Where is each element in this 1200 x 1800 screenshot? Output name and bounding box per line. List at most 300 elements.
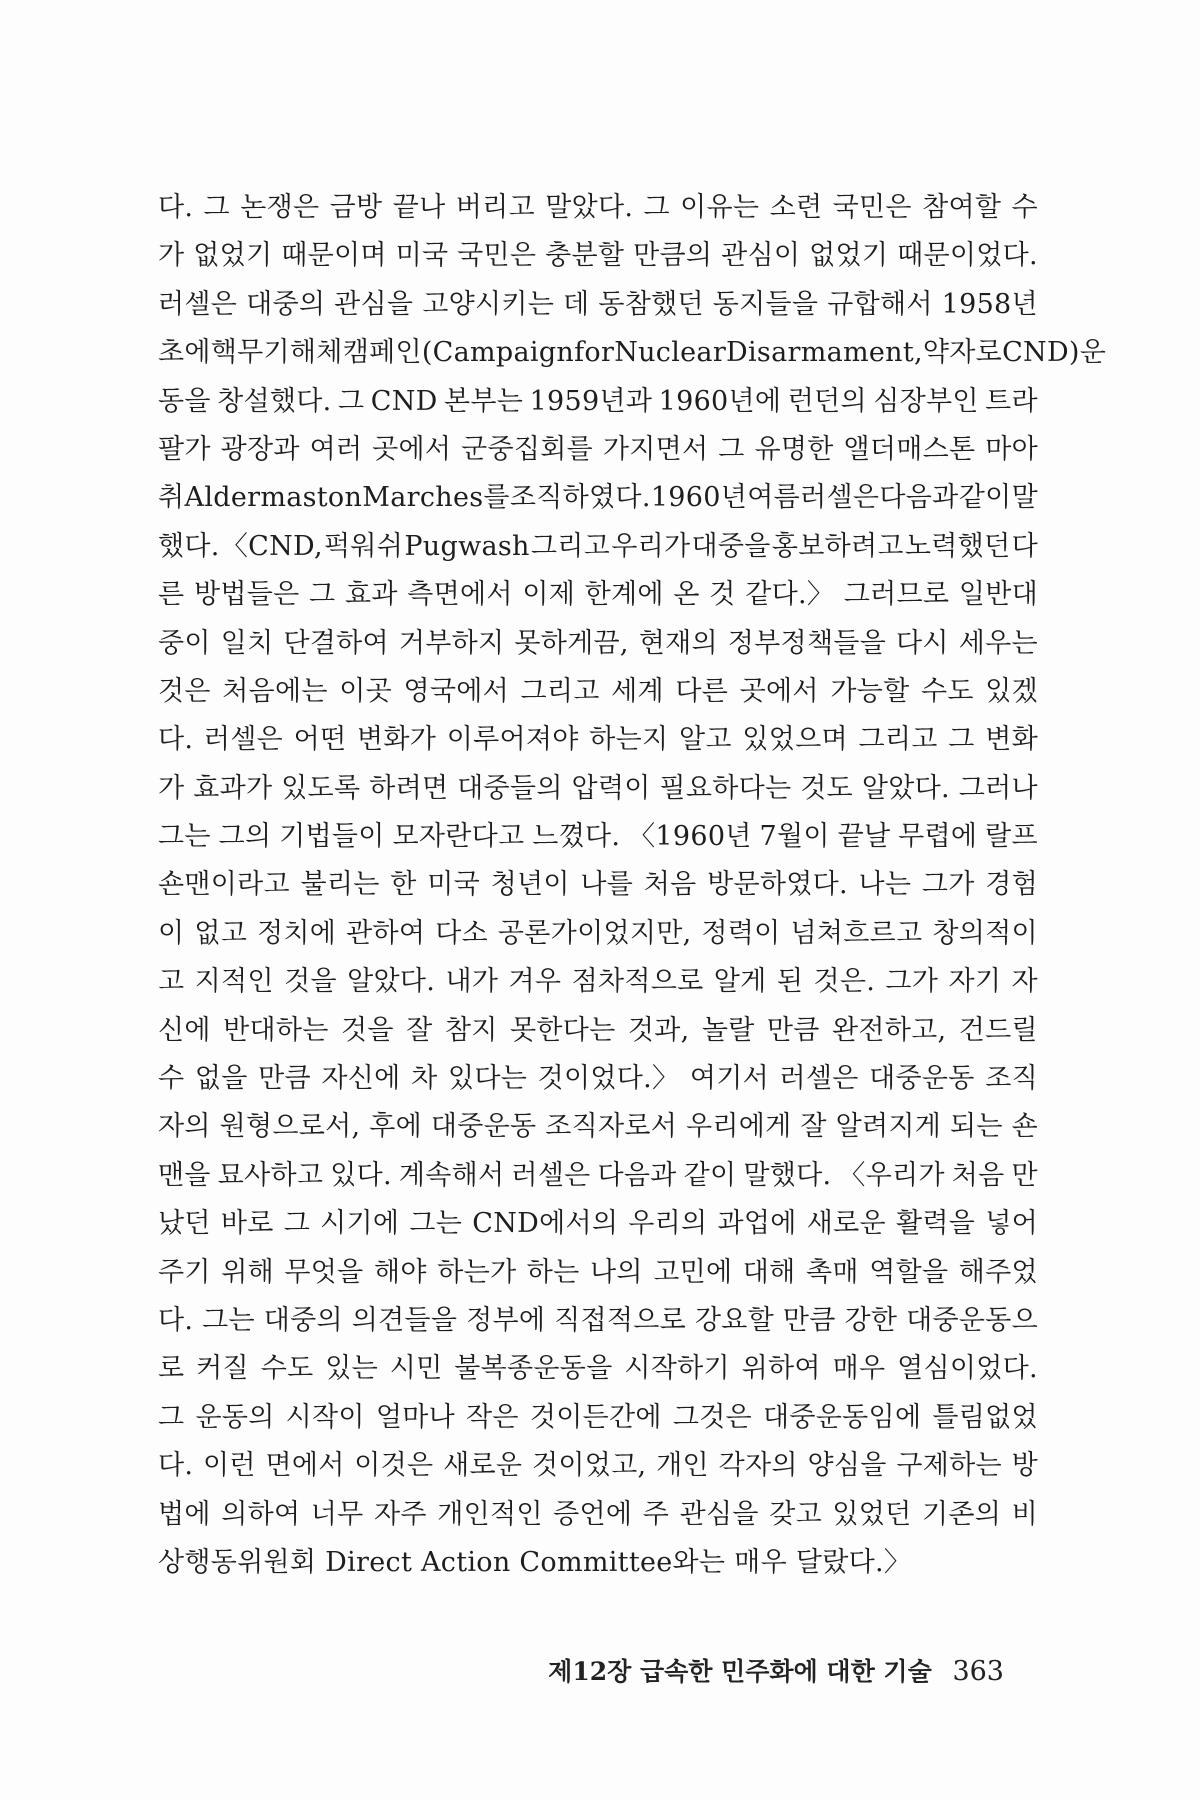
word: 있었으며 [742, 724, 848, 756]
word: 것이었다.〉 [537, 1063, 680, 1095]
text-line [158, 1539, 1038, 1587]
word: 다 [1011, 530, 1038, 562]
word: 강한 [844, 1304, 898, 1336]
word: 국민은 [832, 192, 912, 223]
word: 곳에서 [739, 675, 819, 707]
word: 관심을 [679, 1498, 759, 1530]
word: 광장과 [220, 433, 300, 465]
word: CND에서의 [472, 1208, 619, 1240]
word: 위해 [221, 1256, 274, 1288]
word: 정치에 [257, 917, 337, 949]
word: 과업에 [717, 1208, 797, 1240]
page-number: 363 [952, 1656, 1004, 1687]
text-line [158, 523, 1038, 571]
word: 측면에서 [407, 579, 513, 611]
word: 단결하여 [283, 627, 389, 659]
word: 것을 [284, 966, 337, 998]
word: 다음과 [879, 482, 959, 514]
word: 관심을 [334, 288, 414, 320]
word: 자기 [948, 966, 1002, 998]
word: 개인적인 [437, 1498, 543, 1530]
word: 그러나 [958, 772, 1038, 804]
word: 대중운동임에 [763, 1401, 922, 1433]
word: 운동의 [195, 1401, 275, 1433]
word: 후에 [369, 1111, 423, 1143]
word: 해야 [374, 1256, 427, 1288]
word: 그 [309, 579, 336, 611]
word: 잘 [800, 1111, 827, 1143]
word: 다. [158, 1450, 194, 1482]
word: Pugwash [404, 530, 530, 562]
word: 끝나 [392, 192, 446, 223]
word: 그의 [218, 821, 272, 853]
word: 너무 [310, 1498, 364, 1530]
word: 역할을 [869, 1256, 949, 1288]
text-line [158, 426, 1038, 474]
word: 영국에서 [403, 675, 510, 707]
word: 대중의 [263, 1304, 343, 1336]
word: Disarmament, [726, 337, 923, 369]
word: 의하여 [221, 1498, 301, 1530]
word: 구제하는 [896, 1450, 1002, 1482]
word: 숀 [1011, 1111, 1038, 1143]
text-line [158, 232, 1038, 280]
text-line [158, 281, 1038, 329]
text-line [158, 1491, 1038, 1539]
word: 매우 [832, 1353, 886, 1385]
text-line [158, 1103, 1038, 1151]
word: 만큼의 [633, 240, 713, 272]
word: 기법들이 [279, 821, 385, 853]
word: 효과가 [193, 772, 273, 804]
text-line [158, 620, 1038, 668]
word: 것이었고, [532, 1450, 647, 1482]
word: 세계 [611, 675, 664, 707]
word: 고민에 [653, 1256, 733, 1288]
word: 알았다. [861, 772, 950, 804]
word: 약자로 [922, 337, 1003, 369]
word: 직접적으로 [554, 1304, 687, 1336]
word: 그는 [202, 1304, 255, 1336]
word: 고양시키는 [422, 288, 555, 320]
word: 핵무기 [210, 337, 290, 369]
word: 여름 [747, 482, 801, 514]
word: 만큼 [782, 1304, 836, 1336]
word: 면에서 [265, 1450, 345, 1482]
word: 가지면서 [602, 433, 709, 465]
word: 새로운 [806, 1208, 886, 1240]
word: 트라 [985, 385, 1038, 417]
word: 대중의 [246, 288, 326, 320]
word: 러셀은 [158, 288, 238, 320]
word: 나는 [858, 869, 912, 901]
body-text [158, 184, 1107, 1587]
word: 우리가 [611, 530, 691, 562]
word: 양심을 [807, 1450, 887, 1482]
word: 이 [158, 917, 185, 949]
word: 러셀은 [800, 482, 880, 514]
word: 한계에 [584, 579, 664, 611]
word: 1959년과 [529, 385, 653, 417]
word: 하려면 [369, 772, 449, 804]
word: 다음과 [597, 1159, 677, 1191]
word: 변화 [985, 724, 1038, 756]
word: 차 [411, 1063, 438, 1095]
word: 넣어 [985, 1208, 1038, 1240]
word: 주 [642, 1498, 670, 1530]
word: 알고 [678, 724, 732, 756]
word: 필요하다는 [659, 772, 792, 804]
running-footer [548, 1652, 1004, 1688]
word: 없고 [194, 917, 248, 949]
word: 청년이 [490, 869, 570, 901]
text-line [158, 329, 1107, 377]
word: 말했다. [743, 1159, 832, 1191]
word: 같이 [683, 1159, 737, 1191]
text-line [158, 1442, 1038, 1490]
word: 조직자로서 [545, 1111, 678, 1143]
chapter-title: 제12장 급속한 민주화에 대한 기술 [548, 1657, 932, 1686]
word: 없을 [194, 1063, 248, 1095]
word: 논쟁은 [240, 192, 320, 223]
word: 있다. [330, 1159, 392, 1191]
word: 팔가 [158, 433, 211, 465]
word: 금방 [329, 192, 383, 223]
text-line [158, 1200, 1038, 1248]
word: 동지들을 [712, 288, 819, 320]
word: 그 [283, 1208, 311, 1240]
word: 참지 [444, 1014, 498, 1046]
word: 못하게끔, [514, 627, 629, 659]
word: 없었기 [193, 240, 273, 272]
word: 동참했던 [598, 288, 704, 320]
word: Nuclear [614, 337, 727, 369]
text-line [158, 1152, 1038, 1200]
word: 났던 [158, 1208, 211, 1240]
text-line [158, 1055, 1038, 1103]
word: Aldermaston [184, 482, 363, 514]
word: 말 [1011, 482, 1038, 514]
word: 앨더매스톤 [843, 433, 976, 465]
word: 퍽워쉬 [324, 530, 404, 562]
word: 지적인 [194, 966, 274, 998]
word: 대중운동 [430, 1111, 537, 1143]
word: 〈우리가 [838, 1159, 945, 1191]
word: 이곳 [339, 675, 393, 707]
word: 온 [673, 579, 700, 611]
word: 자주 [374, 1498, 427, 1530]
text-line [158, 1007, 1038, 1055]
word: 내가 [445, 966, 499, 998]
word: 규합해서 [827, 288, 933, 320]
word: 그는 [409, 1208, 463, 1240]
word: 가 [158, 772, 185, 804]
word: 초에 [158, 337, 211, 369]
word: 만 [1011, 1159, 1038, 1191]
word: 못한다는 [509, 1014, 616, 1046]
word: 놀랄 [701, 1014, 755, 1046]
word: 틀림없었 [932, 1401, 1038, 1433]
word: 나를 [580, 869, 634, 901]
word: 1960년에 [658, 385, 782, 417]
word: 각자의 [718, 1450, 798, 1482]
text-line [158, 474, 1038, 522]
word: 시작하기 [624, 1353, 730, 1385]
word: 1958년 [941, 288, 1038, 320]
word: 알려지게 [835, 1111, 942, 1143]
word: 자신에 [321, 1063, 401, 1095]
word: 다. [158, 1304, 194, 1336]
word: 비 [1011, 1498, 1038, 1530]
word: 여러 [309, 433, 363, 465]
word: 같이 [958, 482, 1012, 514]
word: 것도 [800, 772, 854, 804]
word: 러셀은 [511, 1159, 591, 1191]
word: 그는 [158, 821, 211, 853]
word: 참여할 [922, 192, 1002, 223]
word: 것은. [813, 966, 876, 998]
word: 버리고 [455, 192, 535, 223]
word: 〈CND, [220, 530, 323, 562]
word: 그 [203, 192, 230, 223]
word: 하는지 [589, 724, 669, 756]
word: 유명한 [754, 433, 834, 465]
word: 본부는 [443, 385, 524, 417]
word: 자 [1011, 966, 1038, 998]
word: 것 [709, 579, 736, 611]
word: 법에 [158, 1498, 211, 1530]
word: 하는가 [437, 1256, 517, 1288]
word: 홍보하려고 [771, 530, 904, 562]
text-line [158, 1297, 1038, 1345]
word: 완전하고, [832, 1014, 947, 1046]
word: 일치 [220, 627, 274, 659]
word: 다소 [435, 917, 488, 949]
text-line [158, 571, 1038, 619]
word: 의견들을 [351, 1304, 458, 1336]
word: 정력이 [701, 917, 781, 949]
text-line [158, 813, 1038, 861]
word: 중이 [158, 627, 211, 659]
word: 정부정책들을 [727, 627, 887, 659]
word: 무렵에 [898, 821, 978, 853]
word: 로 [158, 1353, 185, 1385]
word: 러셀은 [779, 1063, 859, 1095]
word: 운 [1079, 337, 1107, 369]
word: 대중을 [691, 530, 771, 562]
word: 수 [158, 1063, 185, 1095]
word: 끝날 [837, 821, 891, 853]
word: 바로 [220, 1208, 274, 1240]
word: 미국 [395, 240, 449, 272]
word: 해주었 [958, 1256, 1038, 1288]
word: 알았다. [347, 966, 436, 998]
word: 없었기 [809, 240, 889, 272]
text-line [158, 1394, 1038, 1442]
word: 일반대 [958, 579, 1038, 611]
word: 그 [337, 385, 365, 417]
word: 그리고 [858, 724, 938, 756]
word: 열심이었다. [897, 1353, 1038, 1385]
word: 시기에 [320, 1208, 400, 1240]
word: 시작이 [285, 1401, 365, 1433]
word: 있겠 [985, 675, 1038, 707]
word: 그 [718, 433, 745, 465]
word: 공론가이었지만, [497, 917, 692, 949]
word: 위하여 [741, 1353, 821, 1385]
word: 압력이 [571, 772, 651, 804]
word: 가 [158, 240, 185, 272]
word: 국민은 [457, 240, 537, 272]
word: 세우는 [958, 627, 1038, 659]
word: 그리고 [530, 530, 611, 562]
word: 그것은 [672, 1401, 752, 1433]
word: 이것은 [354, 1450, 434, 1482]
word: 우리에게 [686, 1111, 792, 1143]
word: 다. [158, 192, 194, 223]
word: for [574, 337, 615, 369]
word: 작은 [466, 1401, 519, 1433]
word: 7월이 [759, 821, 830, 853]
word: 창의적이 [932, 917, 1038, 949]
text-line [158, 861, 1038, 909]
word: 같다.〉 [745, 579, 835, 611]
word: 것을 [340, 1014, 394, 1046]
word: 했다. [158, 530, 220, 562]
text-line [158, 910, 1038, 958]
word: 무엇을 [284, 1256, 364, 1288]
word: 이유는 [680, 192, 760, 223]
word: 묘사하고 [217, 1159, 324, 1191]
word: 활력을 [896, 1208, 976, 1240]
word: 해체 [289, 337, 343, 369]
word: 취 [158, 482, 185, 514]
word: 만큼 [258, 1063, 311, 1095]
word: 데 [563, 288, 590, 320]
word: 다. [158, 724, 194, 756]
word: 처음에는 [222, 675, 328, 707]
word: 자의 [158, 1111, 211, 1143]
word: 수도 [920, 675, 974, 707]
word: 거부하지 [398, 627, 505, 659]
word: 그 [948, 724, 975, 756]
word: 다시 [896, 627, 949, 659]
word: 조직 [985, 1063, 1038, 1095]
word: 우리의 [628, 1208, 708, 1240]
word: 현재의 [638, 627, 718, 659]
word: 이런 [202, 1450, 256, 1482]
text-line [158, 668, 1038, 716]
word: 있도록 [281, 772, 361, 804]
word: 대해 [742, 1256, 796, 1288]
word: 심장부인 [873, 385, 979, 417]
word: 때문이었다. [897, 240, 1038, 272]
word: 알게 [713, 966, 767, 998]
word: 불복종운동을 [454, 1353, 613, 1385]
word: 반대하는 [223, 1014, 329, 1046]
word: 하는 [526, 1256, 580, 1288]
word: 것이든간에 [529, 1401, 662, 1433]
word: 방문하였다. [707, 869, 848, 901]
word: 방 [1011, 1450, 1038, 1482]
word: 소련 [769, 192, 823, 223]
word: 관하여 [346, 917, 426, 949]
word: 한 [390, 869, 417, 901]
word: 다른 [675, 675, 729, 707]
word: 그러므로 [843, 579, 950, 611]
word: 어떤 [293, 724, 347, 756]
word: 넘쳐흐르고 [790, 917, 923, 949]
word: 수도 [260, 1353, 314, 1385]
word: 대중운동 [869, 1063, 975, 1095]
word: 있다는 [447, 1063, 528, 1095]
word: 러셀은 [203, 724, 284, 756]
word: 점차적으로 [571, 966, 704, 998]
text-line [158, 1249, 1038, 1297]
word: 겨우 [508, 966, 562, 998]
word: 변화가 [356, 724, 437, 756]
word: 주기 [158, 1256, 211, 1288]
text-line [158, 378, 1038, 426]
word: 이제 [522, 579, 576, 611]
word: 느꼈다. [532, 821, 621, 853]
text-line [158, 765, 1038, 813]
word: 처음 [643, 869, 697, 901]
text-line [158, 716, 1038, 764]
word: 모자란다고 [392, 821, 525, 853]
word: 른 [158, 579, 185, 611]
word: 창설했다. [217, 385, 332, 417]
word: 노력했던 [904, 530, 1011, 562]
word: 대중들의 [457, 772, 563, 804]
word: 말았다. [545, 192, 634, 223]
word: 것은 [158, 675, 211, 707]
word: 대중운동으 [906, 1304, 1038, 1336]
word: 가능할 [830, 675, 910, 707]
text-line-content: 상행동위원회 Direct Action Committee와는 매우 달랐다.〉 [158, 1546, 912, 1578]
word: 그리고 [520, 675, 600, 707]
word: 커질 [196, 1353, 249, 1385]
word: 이루어져야 [446, 724, 579, 756]
word: CND) [1002, 337, 1080, 369]
word: 마아 [985, 433, 1038, 465]
word: 효과 [344, 579, 398, 611]
word: 랄프 [985, 821, 1038, 853]
word: 나의 [590, 1256, 643, 1288]
word: 건드릴 [958, 1014, 1038, 1046]
word: 불리는 [300, 869, 380, 901]
word: 되는 [949, 1111, 1003, 1143]
word: 수 [1011, 192, 1038, 223]
word: 갖고 [769, 1498, 822, 1530]
word: 있었던 [832, 1498, 912, 1530]
text-line [158, 184, 1038, 232]
word: 계속해서 [398, 1159, 505, 1191]
word: 그 [643, 192, 670, 223]
word: 〈1960년 [628, 821, 752, 853]
word: 그가 [885, 966, 939, 998]
word: 런던의 [787, 385, 867, 417]
word: 군중집회를 [461, 433, 594, 465]
word: 캠페인(Campaign [342, 337, 575, 369]
word: 경험 [985, 869, 1038, 901]
word: 잘 [406, 1014, 433, 1046]
word: 신에 [158, 1014, 211, 1046]
word: 증언에 [553, 1498, 633, 1530]
text-line [158, 958, 1038, 1006]
word: 맨을 [158, 1159, 211, 1191]
word: 강요할 [694, 1304, 775, 1336]
